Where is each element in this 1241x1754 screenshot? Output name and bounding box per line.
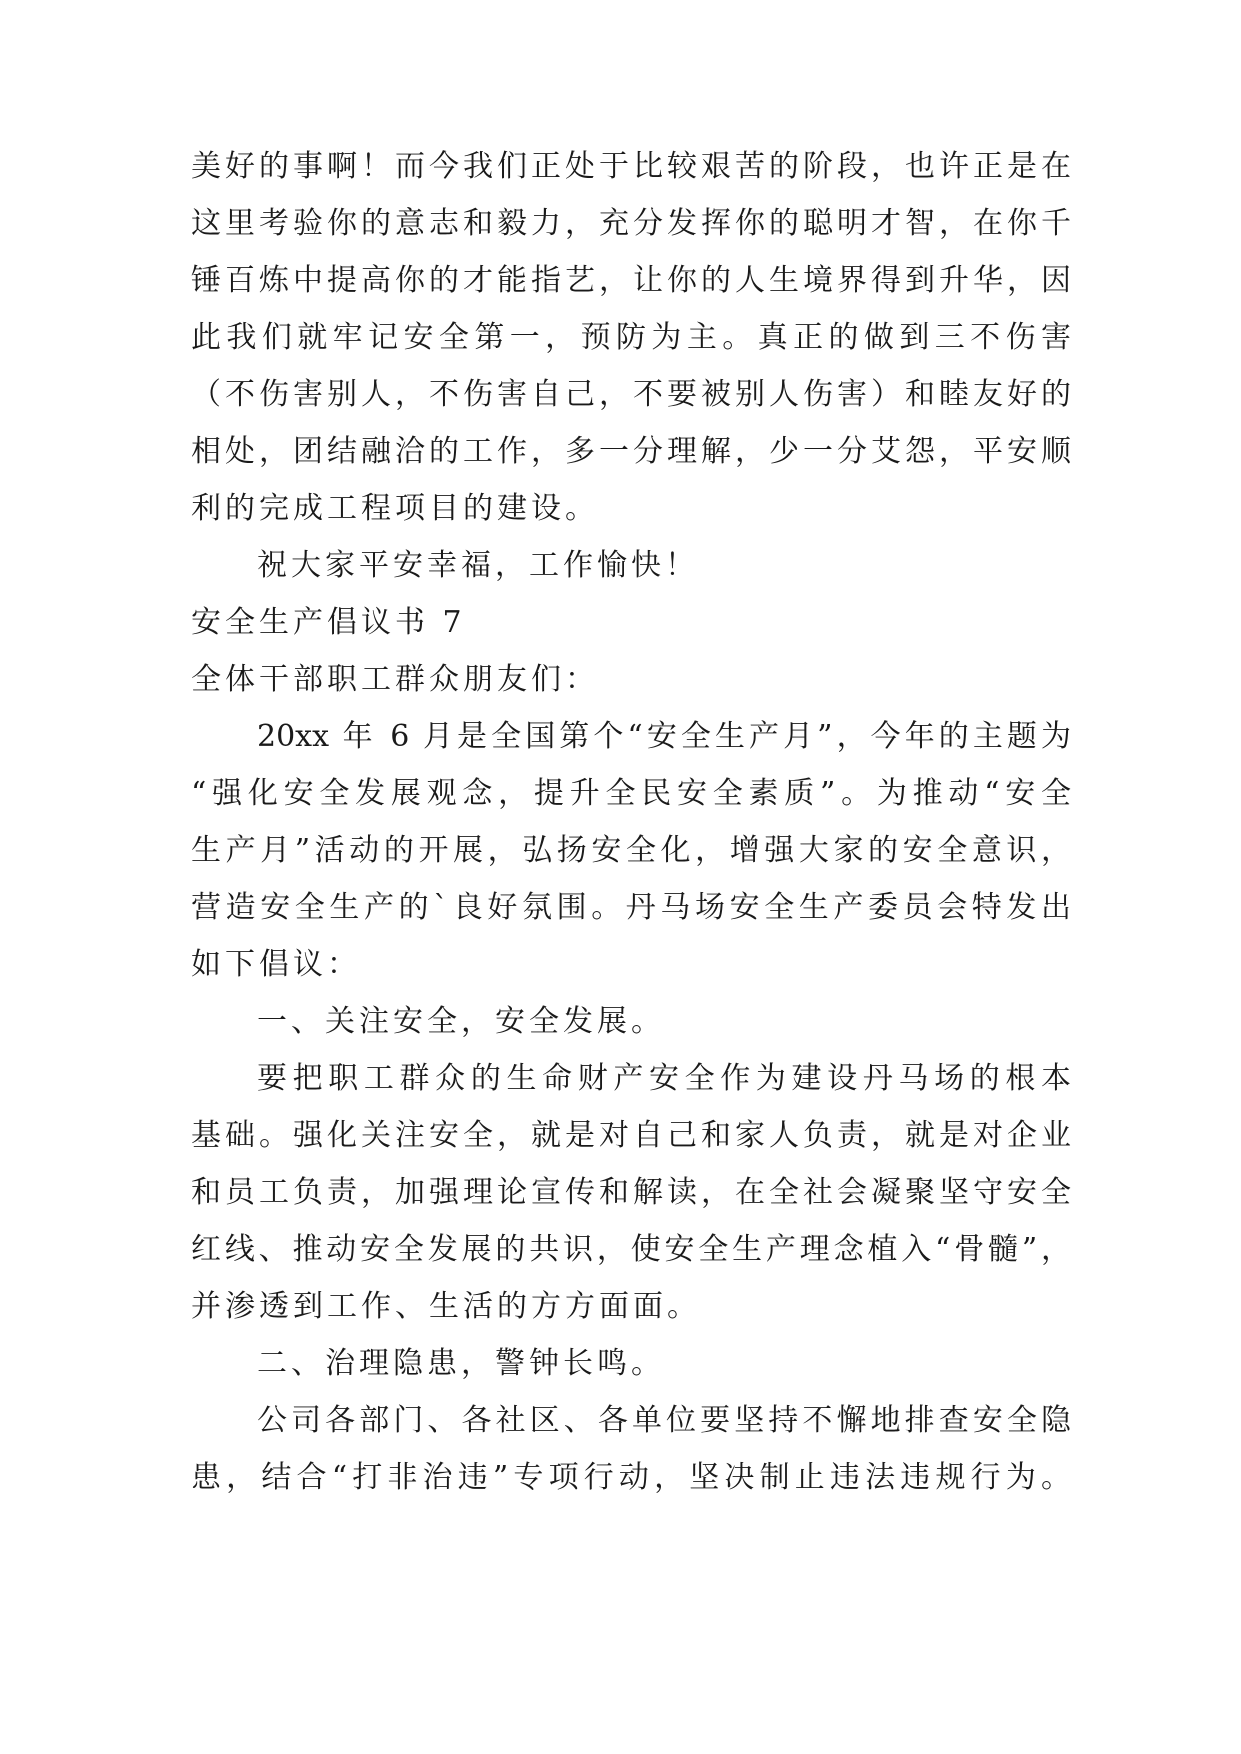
- body-text-line: 此我们就牢记安全第一，预防为主。真正的做到三不伤害: [191, 320, 1071, 355]
- body-text-line: 要把职工群众的生命财产安全作为建设丹马场的根本: [257, 1061, 1071, 1096]
- body-text-line: 20xx 年 6 月是全国第个“安全生产月”，今年的主题为: [257, 719, 1071, 754]
- body-text-line: 基础。强化关注安全，就是对自己和家人负责，就是对企业: [191, 1118, 1071, 1153]
- body-text-line: 公司各部门、各社区、各单位要坚持不懈地排查安全隐: [257, 1403, 1071, 1438]
- list-heading: 二、治理隐患，警钟长鸣。: [257, 1346, 665, 1381]
- body-text-line: 美好的事啊！而今我们正处于比较艰苦的阶段，也许正是在: [191, 149, 1071, 184]
- salutation: 全体干部职工群众朋友们：: [191, 662, 599, 697]
- body-text-line: 营造安全生产的`良好氛围。丹马场安全生产委员会特发出: [191, 890, 1071, 925]
- body-text-line: 如下倡议：: [191, 947, 361, 982]
- body-text-line: 锤百炼中提高你的才能指艺，让你的人生境界得到升华，因: [191, 263, 1071, 298]
- body-text-line: 生产月”活动的开展，弘扬安全化，增强大家的安全意识，: [191, 833, 1071, 868]
- body-text-line: “强化安全发展观念，提升全民安全素质”。为推动“安全: [191, 776, 1071, 811]
- body-text-line: 和员工负责，加强理论宣传和解读，在全社会凝聚坚守安全: [191, 1175, 1071, 1210]
- body-text-line: 这里考验你的意志和毅力，充分发挥你的聪明才智，在你千: [191, 206, 1071, 241]
- body-text-line: 红线、推动安全发展的共识，使安全生产理念植入“骨髓”，: [191, 1232, 1071, 1267]
- section-title: 安全生产倡议书 7: [191, 605, 466, 640]
- closing-wish: 祝大家平安幸福，工作愉快！: [257, 548, 699, 583]
- body-text-line: 利的完成工程项目的建设。: [191, 491, 599, 526]
- body-text-line: （不伤害别人，不伤害自己，不要被别人伤害）和睦友好的: [191, 377, 1071, 412]
- body-text-line: 并渗透到工作、生活的方方面面。: [191, 1289, 701, 1324]
- list-heading: 一、关注安全，安全发展。: [257, 1004, 665, 1039]
- body-text-line: 相处，团结融洽的工作，多一分理解，少一分艾怨，平安顺: [191, 434, 1071, 469]
- body-text-line: 患，结合“打非治违”专项行动，坚决制止违法违规行为。: [191, 1460, 1071, 1495]
